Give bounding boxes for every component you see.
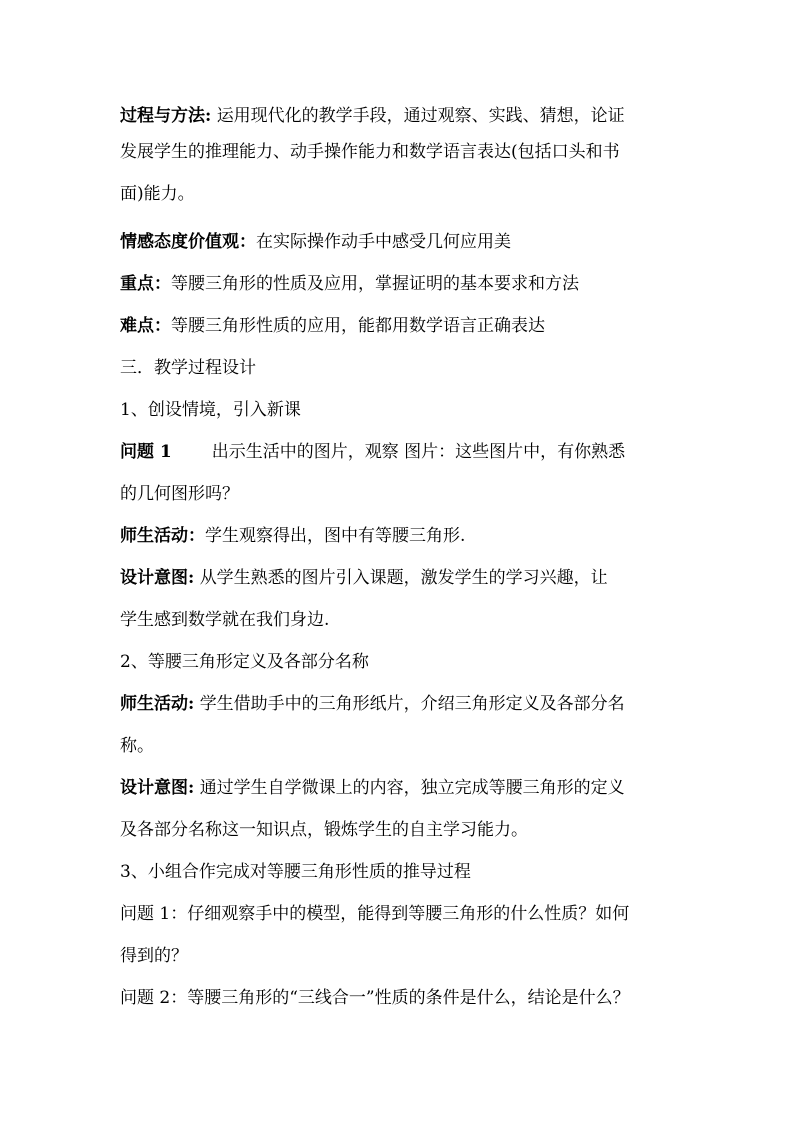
subsection-heading-3: 3、小组合作完成对等腰三角形性质的推导过程 [120, 862, 471, 882]
process-method-line-3: 面)能力。 [120, 184, 195, 204]
design-intent-1-line-2: 学生感到数学就在我们身边. [120, 610, 330, 630]
attitude-line: 情感态度价值观：在实际操作动手中感受几何应用美 [120, 232, 511, 252]
process-method-label: 过程与方法 [120, 106, 205, 126]
group-question-1-line-1: 问题 1：仔细观察手中的模型，能得到等腰三角形的什么性质？如何 [120, 904, 630, 924]
question-1-text-1: 出示生活中的图片，观察 图片：这些图片中，有你熟悉 [211, 442, 626, 462]
activity-1-line: 师生活动：学生观察得出，图中有等腰三角形. [120, 526, 466, 546]
design-intent-2-label: 设计意图 [120, 778, 188, 798]
group-question-1-line-2: 得到的？ [120, 946, 188, 966]
question-1-label: 问题 1 [120, 442, 172, 462]
key-point-label: 重点 [120, 274, 154, 294]
activity-2-text-1: 学生借助手中的三角形纸片，介绍三角形定义及各部分名 [199, 694, 625, 714]
design-intent-2-text-1: 通过学生自学微课上的内容，独立完成等腰三角形的定义 [199, 778, 625, 798]
group-question-2-line: 问题 2：等腰三角形的“三线合一”性质的条件是什么，结论是什么？ [120, 988, 630, 1008]
question-1-line-2: 的几何图形吗？ [120, 484, 239, 504]
activity-1-text: 学生观察得出，图中有等腰三角形. [205, 526, 466, 546]
section-heading-3: 三．教学过程设计 [120, 358, 256, 378]
subsection-heading-1: 1、创设情境，引入新课 [120, 400, 301, 420]
difficulty-line: 难点：等腰三角形性质的应用，能都用数学语言正确表达 [120, 316, 545, 336]
subsection-heading-2: 2、等腰三角形定义及各部分名称 [120, 652, 369, 672]
key-point-text: 等腰三角形的性质及应用，掌握证明的基本要求和方法 [171, 274, 579, 294]
difficulty-text: 等腰三角形性质的应用，能都用数学语言正确表达 [171, 316, 545, 336]
process-method-line-2: 发展学生的推理能力、动手操作能力和数学语言表达(包括口头和书 [120, 142, 620, 162]
design-intent-1-line-1: 设计意图: 从学生熟悉的图片引入课题，激发学生的学习兴趣，让 [120, 568, 608, 588]
activity-2-line-1: 师生活动: 学生借助手中的三角形纸片，介绍三角形定义及各部分名 [120, 694, 625, 714]
activity-2-label: 师生活动 [120, 694, 188, 714]
difficulty-label: 难点 [120, 316, 154, 336]
process-method-text-1: 运用现代化的教学手段，通过观察、实践、猜想，论证 [216, 106, 625, 126]
design-intent-2-line-2: 及各部分名称这一知识点，锻炼学生的自主学习能力。 [120, 820, 528, 840]
activity-2-line-2: 称。 [120, 736, 154, 756]
design-intent-2-line-1: 设计意图: 通过学生自学微课上的内容，独立完成等腰三角形的定义 [120, 778, 625, 798]
design-intent-1-label: 设计意图 [120, 568, 188, 588]
activity-1-label: 师生活动 [120, 526, 188, 546]
design-intent-1-text-1: 从学生熟悉的图片引入课题，激发学生的学习兴趣，让 [199, 568, 608, 588]
question-1-line-1 [120, 442, 625, 462]
attitude-label: 情感态度价值观 [120, 232, 239, 252]
process-method-line-1: 过程与方法: 运用现代化的教学手段，通过观察、实践、猜想，论证 [120, 106, 625, 126]
key-point-line: 重点：等腰三角形的性质及应用，掌握证明的基本要求和方法 [120, 274, 579, 294]
attitude-text: 在实际操作动手中感受几何应用美 [256, 232, 511, 252]
